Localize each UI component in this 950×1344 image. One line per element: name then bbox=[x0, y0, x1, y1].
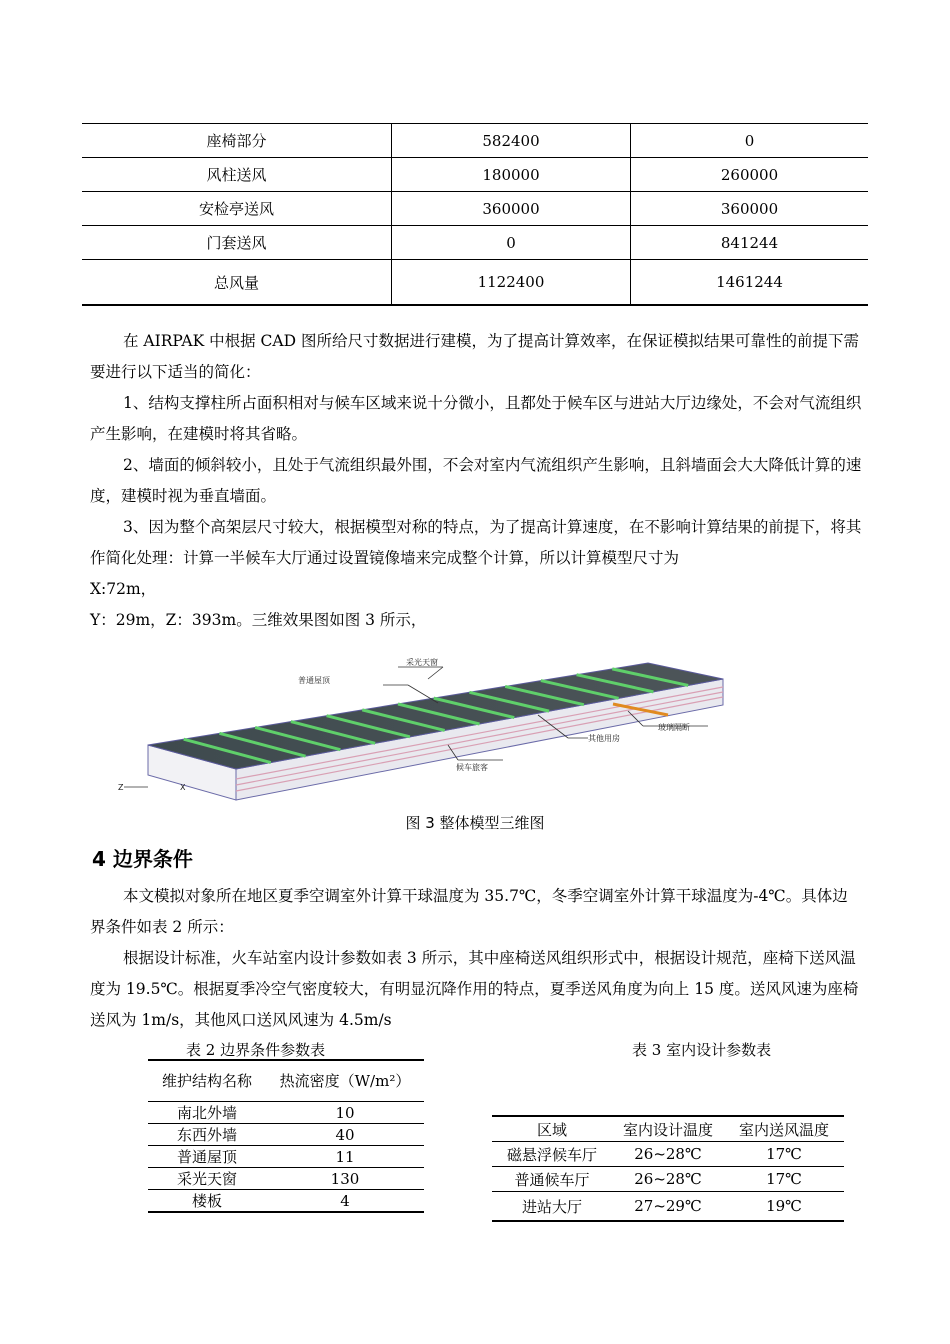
table-cell: 磁悬浮候车厅 bbox=[492, 1142, 612, 1167]
table-cell: 27~29℃ bbox=[634, 1197, 702, 1215]
table-cell: 19℃ bbox=[766, 1197, 802, 1215]
table-cell: 360000 bbox=[392, 192, 631, 226]
body-text bbox=[90, 326, 862, 636]
table-cell: 26~28℃ bbox=[612, 1167, 724, 1192]
table-cell: 采光天窗 bbox=[148, 1168, 266, 1190]
table-row bbox=[492, 1192, 844, 1222]
table-cell: 26~28℃ bbox=[612, 1142, 724, 1167]
table-cell: 260000 bbox=[631, 158, 869, 192]
airflow-table bbox=[82, 123, 868, 306]
table3-caption: 表 3 室内设计参数表 bbox=[632, 1041, 772, 1059]
paragraph: 在 AIRPAK 中根据 CAD 图所给尺寸数据进行建模，为了提高计算效率，在保证模拟结果可靠性的前提下需要进行以下适当的简化： bbox=[90, 332, 859, 381]
label-glass: 玻璃隔断 bbox=[658, 723, 690, 732]
table-cell: 门套送风 bbox=[206, 234, 267, 252]
table2-caption: 表 2 边界条件参数表 bbox=[186, 1041, 326, 1059]
paragraph: 1、结构支撑柱所占面积相对与候车区域来说十分微小，且都处于候车区与进站大厅边缘处，不会对气流组织产生影响，在建模时将其省略。 bbox=[90, 394, 862, 443]
boundary-table bbox=[148, 1059, 424, 1213]
table-cell: 东西外墙 bbox=[148, 1124, 266, 1146]
table-cell: 0 bbox=[631, 124, 869, 158]
table-cell: 1461244 bbox=[631, 260, 869, 306]
table-cell: 180000 bbox=[392, 158, 631, 192]
table-row bbox=[82, 226, 868, 260]
table-header-row bbox=[492, 1116, 844, 1142]
table-cell: 南北外墙 bbox=[148, 1102, 266, 1124]
paragraph: 本文模拟对象所在地区夏季空调室外计算干球温度为 35.7℃，冬季空调室外计算干球温度为-4℃。具体边界条件如表 2 所示： bbox=[90, 887, 848, 936]
table-cell: 40 bbox=[266, 1124, 424, 1146]
table-cell: 0 bbox=[392, 226, 631, 260]
section-heading: 4 边界条件 bbox=[92, 847, 193, 871]
table-row bbox=[148, 1102, 424, 1124]
table-header-cell: 区域 bbox=[492, 1116, 612, 1142]
axis-x-label: X bbox=[180, 783, 186, 792]
table-cell: 17℃ bbox=[724, 1167, 844, 1192]
paragraph: 根据设计标准，火车站室内设计参数如表 3 所示，其中座椅送风组织形式中，根据设计规范，座椅下送风温度为 19.5℃。根据夏季冷空气密度较大，有明显沉降作用的特点，夏季送风角度为向上 15 度。送风风速为座椅送风为 1m/s，其他风口送风风速为 4.5m/s bbox=[90, 949, 859, 1029]
table-cell: 普通候车厅 bbox=[492, 1167, 612, 1192]
table-cell: 总风量 bbox=[213, 273, 259, 292]
design-params-table bbox=[492, 1115, 844, 1222]
paragraph: Y：29m，Z：393m。三维效果图如图 3 所示， bbox=[90, 611, 427, 629]
table-header-row bbox=[148, 1060, 424, 1102]
table-cell: 4 bbox=[340, 1191, 350, 1210]
label-other: 其他用房 bbox=[588, 734, 620, 743]
table-cell: 11 bbox=[266, 1146, 424, 1168]
table-cell: 582400 bbox=[392, 124, 631, 158]
table-cell: 风柱送风 bbox=[206, 166, 267, 184]
table-row bbox=[492, 1167, 844, 1192]
table-cell: 841244 bbox=[631, 226, 869, 260]
label-waiting: 候车旅客 bbox=[456, 763, 488, 772]
table-row bbox=[82, 260, 868, 306]
table-row bbox=[82, 158, 868, 192]
table-header-cell: 室内设计温度 bbox=[612, 1116, 724, 1142]
table-row bbox=[492, 1142, 844, 1167]
table-cell: 130 bbox=[266, 1168, 424, 1190]
table-row bbox=[82, 192, 868, 226]
table-cell: 普通屋顶 bbox=[148, 1146, 266, 1168]
table-row bbox=[148, 1124, 424, 1146]
table-cell: 17℃ bbox=[724, 1142, 844, 1167]
axis-z-label: Z bbox=[118, 783, 124, 792]
table-row bbox=[82, 124, 868, 158]
table-cell: 进站大厅 bbox=[521, 1197, 582, 1216]
table-header-cell: 室内送风温度 bbox=[724, 1116, 844, 1142]
table-cell: 楼板 bbox=[191, 1191, 222, 1210]
table-header-cell: 维护结构名称 bbox=[148, 1060, 266, 1102]
table-cell: 360000 bbox=[631, 192, 869, 226]
table-row bbox=[148, 1146, 424, 1168]
label-roof: 普通屋顶 bbox=[298, 676, 330, 685]
table-row bbox=[148, 1190, 424, 1213]
figure-caption: 图 3 整体模型三维图 bbox=[405, 814, 545, 832]
table-cell: 安检亭送风 bbox=[198, 200, 274, 218]
table-header-cell: 热流密度（W/m²） bbox=[266, 1060, 424, 1102]
table-cell: 1122400 bbox=[392, 260, 631, 306]
label-skylight: 采光天窗 bbox=[406, 658, 438, 667]
paragraph: 3、因为整个高架层尺寸较大，根据模型对称的特点，为了提高计算速度，在不影响计算结果的前提下，将其作简化处理：计算一半候车大厅通过设置镜像墙来完成整个计算，所以计算模型尺寸为 bbox=[90, 518, 862, 567]
table-cell: 10 bbox=[266, 1102, 424, 1124]
table-cell: 座椅部分 bbox=[206, 132, 267, 150]
paragraph: 2、墙面的倾斜较小，且处于气流组织最外围，不会对室内气流组织产生影响，且斜墙面会大大降低计算的速度，建模时视为垂直墙面。 bbox=[90, 456, 862, 505]
table-row bbox=[148, 1168, 424, 1190]
paragraph: X:72m， bbox=[90, 580, 157, 598]
section-body-text bbox=[90, 881, 862, 1036]
model-3d-figure bbox=[108, 655, 738, 805]
